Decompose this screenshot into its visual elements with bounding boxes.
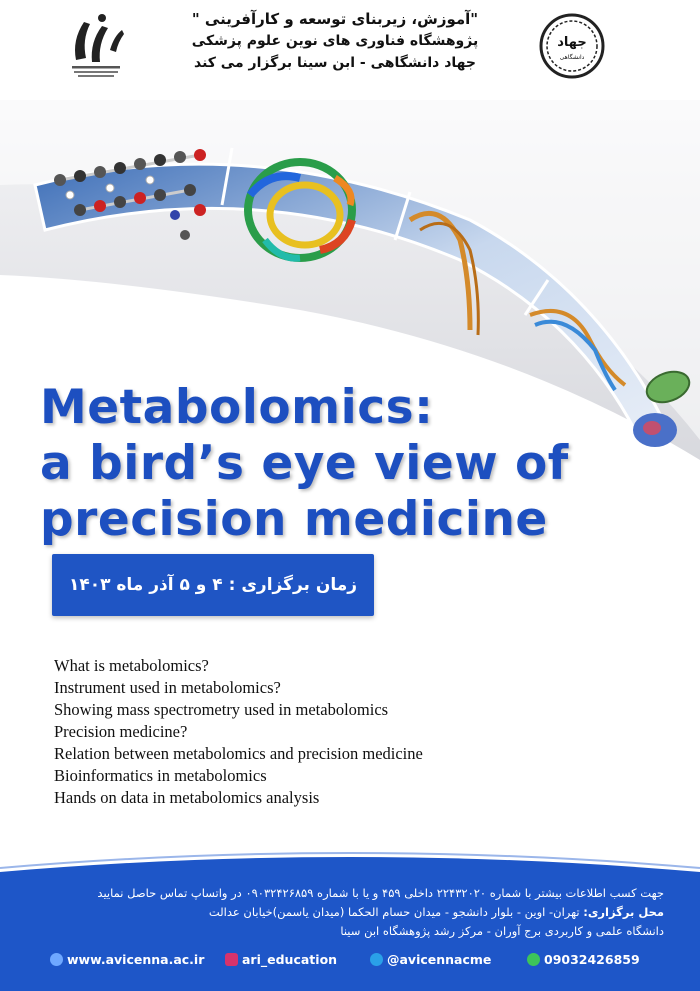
footer-address-line-2: دانشگاه علمی و کاربردی برج آوران - مرکز رشد پژوهشگاه ابن سینا <box>340 924 664 938</box>
telegram-icon <box>370 953 383 966</box>
footer-info <box>24 884 664 941</box>
list-item: Bioinformatics in metabolomics <box>54 766 267 785</box>
title-line-1: Metabolomics: <box>40 380 434 435</box>
jahad-logo-text: جهاد <box>557 35 587 50</box>
whatsapp-link[interactable] <box>527 952 640 967</box>
footer-contact-info: جهت کسب اطلاعات بیشتر با شماره ۲۲۴۳۲۰۲۰ داخلی ۴۵۹ و یا با شماره ۰۹۰۳۲۴۲۶۸۵۹ در واتساپ تماس حاصل نمایید <box>97 886 664 900</box>
instagram-text: ari_education <box>242 952 338 967</box>
title-line-2: a bird’s eye view of <box>40 436 569 491</box>
footer-address-text: تهران- اوین - بلوار دانشجو - میدان حسام الحکما (میدان یاسمن)خیابان عدالت <box>208 905 584 919</box>
whatsapp-text: 09032426859 <box>544 952 640 967</box>
telegram-link[interactable] <box>370 952 491 967</box>
header-organizer: جهاد دانشگاهی - ابن سینا برگزار می کند <box>193 55 477 71</box>
title-line-3: precision medicine <box>40 492 548 547</box>
header <box>0 0 700 105</box>
event-date-text: زمان برگزاری : ۴ و ۵ آذر ماه ۱۴۰۳ <box>68 575 358 595</box>
jahad-logo-subtext: دانشگاهی <box>559 54 585 61</box>
event-date-box <box>52 554 374 616</box>
list-item: What is metabolomics? <box>54 656 209 675</box>
list-item: Instrument used in metabolomics? <box>54 678 281 697</box>
list-item: Precision medicine? <box>54 722 188 741</box>
footer <box>0 850 700 991</box>
contact-bar <box>0 952 700 974</box>
list-item: Showing mass spectrometry used in metabolomics <box>54 700 389 719</box>
footer-address-line-1 <box>24 903 664 922</box>
jahad-logo-icon <box>538 12 606 80</box>
whatsapp-icon <box>527 953 540 966</box>
header-text <box>150 8 520 74</box>
telegram-text: @avicennacme <box>387 952 492 967</box>
topics-list <box>54 655 423 809</box>
instagram-link[interactable] <box>225 952 337 967</box>
globe-icon <box>50 953 63 966</box>
instagram-icon <box>225 953 238 966</box>
header-slogan: "آموزش، زیربنای توسعه و کارآفرینی " <box>191 10 479 28</box>
website-text: www.avicenna.ac.ir <box>67 952 205 967</box>
poster-title <box>40 380 680 548</box>
list-item: Relation between metabolomics and precision medicine <box>54 744 423 763</box>
institute-logo-icon <box>62 10 130 88</box>
list-item: Hands on data in metabolomics analysis <box>54 788 320 807</box>
website-link[interactable] <box>50 952 204 967</box>
footer-address-label: محل برگزاری: <box>583 905 664 919</box>
header-institute: پژوهشگاه فناوری های نوین علوم پزشکی <box>191 33 479 49</box>
